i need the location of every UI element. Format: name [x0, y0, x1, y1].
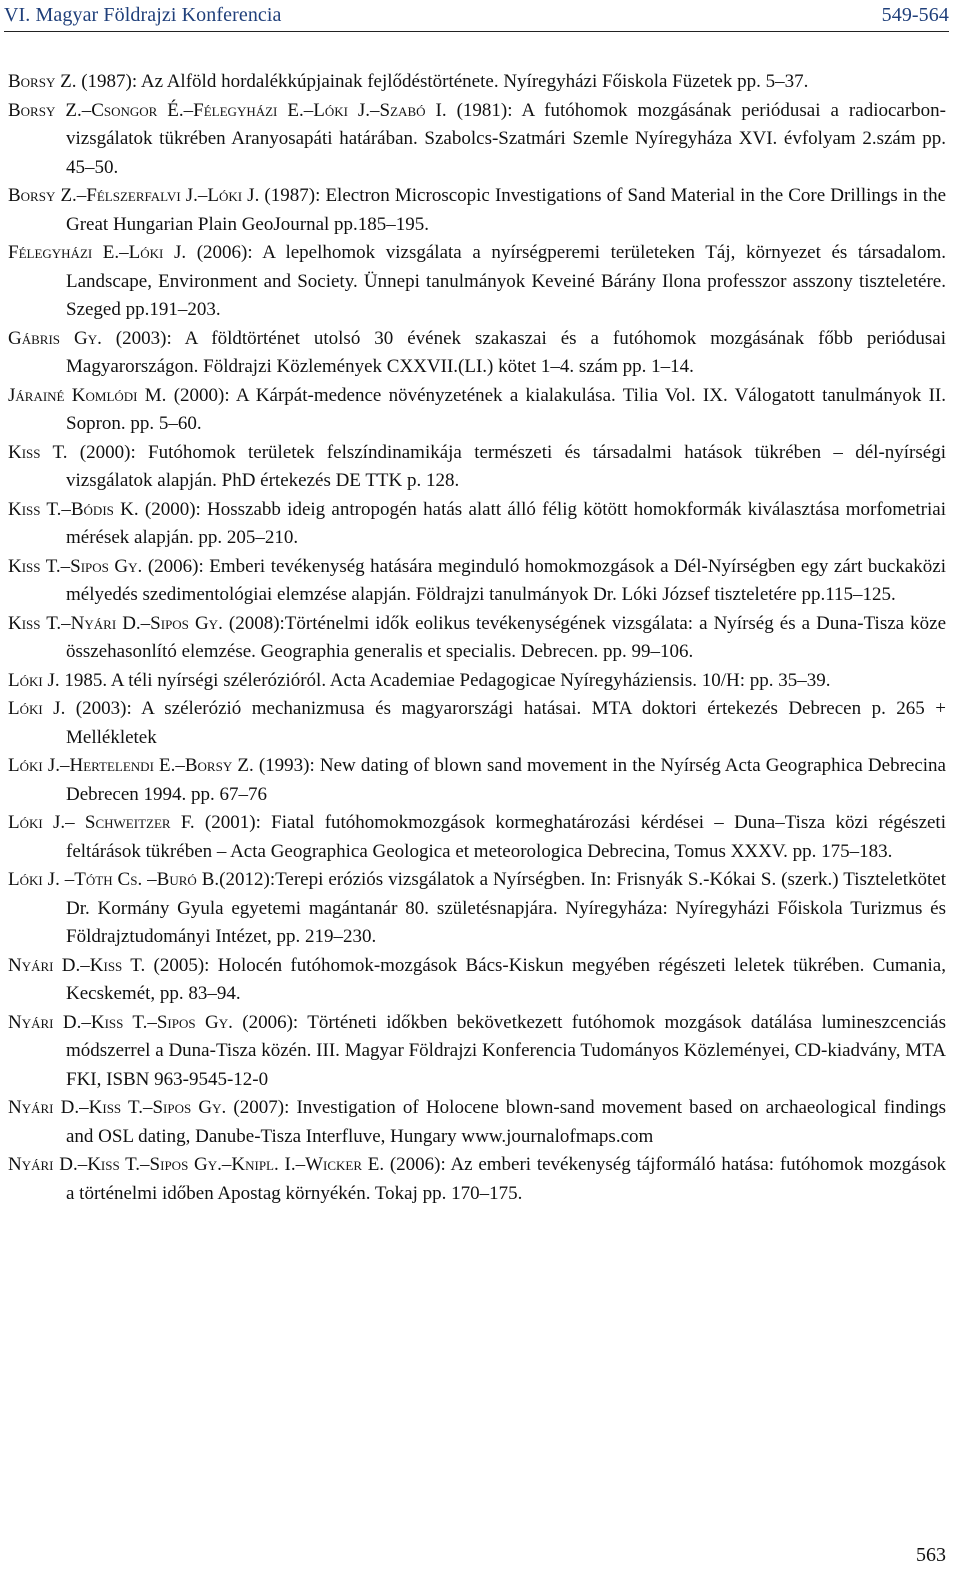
reference-text: (2008):Történelmi idők eolikus tevékenységének vizsgálata: a Nyírség és a Duna-Tisza köze összehasonlító elemzése. Geographia generalis et specialis. Debrecen. pp. 99–106.	[66, 612, 947, 662]
reference-item	[8, 97, 946, 183]
reference-authors: Járainé Komlódi M.	[8, 384, 167, 406]
reference-authors: Borsy Z.–Félszerfalvi J.–Lóki J.	[8, 185, 260, 206]
page-header	[4, 0, 949, 30]
reference-authors: Lóki J.–Hertelendi E.–Borsy Z.	[8, 755, 254, 776]
reference-text: (2006): A lepelhomok vizsgálata a nyírségperemi területeken Táj, környezet és társadalom. Landscape, Environment and Society. Ünnepi tanulmányok Keveiné Bárány Ilona professzor asszony tiszteletére. Szeged pp.191–203.	[66, 242, 946, 320]
reference-authors: Nyári D.–Kiss T.	[8, 954, 146, 976]
reference-item	[8, 752, 946, 809]
reference-authors: Kiss T.–Bódis K.	[8, 498, 139, 520]
reference-item	[8, 1151, 946, 1208]
reference-text: (2001): Fiatal futóhomokmozgások kormeghatározási kérdései – Duna–Tisza közi régészeti feltárások tükrében – Acta Geographica Geologica et meteorologica Debrecina, Tomus XXXV. pp. 175–183.	[66, 812, 946, 862]
page-number: 563	[916, 1544, 946, 1566]
reference-text: (1987): Az Alföld hordalékkúpjainak fejlődéstörténete. Nyíregyházi Főiskola Füzetek pp. 5–37.	[76, 71, 809, 92]
reference-text: 1985. A téli nyírségi szélerózióról. Acta Academiae Pedagogicae Nyíregyháziensis. 10/H: pp. 35–39.	[59, 669, 831, 691]
reference-authors: Borsy Z.	[8, 71, 77, 92]
reference-authors: Lóki J. –Tóth Cs. –Buró B.	[8, 869, 220, 890]
reference-authors: Nyári D.–Kiss T.–Sipos Gy.	[8, 1097, 227, 1118]
reference-text: (2012):Terepi eróziós vizsgálatok a Nyírségben. In: Frisnyák S.-Kókai S. (szerk.) Tiszteletkötet Dr. Kormány Gyula egyetemi magántanár 80. születésnapjára. Nyíregyháza: Nyíregyházi Főiskola Turizmus és Földrajztudományi Intézet, pp. 219–230.	[66, 869, 946, 947]
reference-text: (1987): Electron Microscopic Investigations of Sand Material in the Core Drillings in the Great Hungarian Plain GeoJournal pp.185–195.	[66, 185, 946, 235]
reference-item	[8, 496, 946, 553]
reference-text: (2007): Investigation of Holocene blown-sand movement based on archaeological findings and OSL dating, Danube-Tisza Interfluve, Hungary www.journalofmaps.com	[66, 1097, 947, 1147]
reference-text: (1981): A futóhomok mozgásának periódusai a radiocarbon-vizsgálatok tükrében Aranyosapáti határában. Szabolcs-Szatmári Szemle Nyíregyháza XVI. évfolyam 2.szám pp. 45–50.	[66, 99, 946, 178]
reference-item	[8, 610, 946, 667]
reference-text: (2006): Emberi tevékenység hatására meginduló homokmozgások a Dél-Nyírségben egy zárt buckaközi mélyedés szedimentológiai elemzése alapján. Földrajzi tanulmányok Dr. Lóki József tiszteletére pp.115–125.	[66, 555, 946, 605]
header-divider	[4, 31, 949, 32]
reference-text: (2000): Futóhomok területek felszíndinamikája természeti és társadalmi hatások tükrében – dél-nyírségi vizsgálatok alapján. PhD értekezés DE TTK p. 128.	[66, 441, 946, 491]
reference-item	[8, 68, 946, 97]
reference-item	[8, 952, 946, 1009]
reference-item	[8, 182, 946, 239]
reference-item	[8, 439, 946, 496]
reference-authors: Gábris Gy.	[8, 327, 102, 349]
reference-text: (2003): A szélerózió mechanizmusa és magyarországi hatásai. MTA doktori értekezés Debrecen p. 265 + Mellékletek	[65, 698, 946, 748]
reference-authors: Félegyházi E.–Lóki J.	[8, 242, 187, 263]
reference-text: (2006): Történeti időkben bekövetkezett futóhomok mozgások datálása lumineszcenciás módszerrel a Duna-Tisza közén. III. Magyar Földrajzi Konferencia Tudományos Közleményei, CD-kiadvány, MTA FKI, ISBN 963-9545-12-0	[66, 1011, 946, 1090]
reference-text: (2003): A földtörténet utolsó 30 évének szakaszai és a futóhomok mozgásának főbb periódusai Magyarországon. Földrajzi Közlemények CXXVII.(LI.) kötet 1–4. szám pp. 1–14.	[66, 327, 947, 377]
reference-item	[8, 553, 946, 610]
reference-authors: Borsy Z.–Csongor É.–Félegyházi E.–Lóki J.–Szabó I.	[8, 99, 447, 121]
conference-title: VI. Magyar Földrajzi Konferencia	[4, 3, 282, 26]
reference-authors: Nyári D.–Kiss T.–Sipos Gy.–Knipl. I.–Wicker E.	[8, 1154, 385, 1175]
reference-item	[8, 1094, 946, 1151]
reference-authors: Kiss T.–Sipos Gy.	[8, 555, 143, 577]
reference-text: (2000): A Kárpát-medence növényzetének a kialakulása. Tilia Vol. IX. Válogatott tanulmányok II. Sopron. pp. 5–60.	[66, 384, 946, 434]
reference-text: (2000): Hosszabb ideig antropogén hatás alatt álló félig kötött homokformák kiválasztása morfometriai mérések alapján. pp. 205–210.	[66, 498, 946, 548]
reference-authors: Kiss T.–Nyári D.–Sipos Gy.	[8, 612, 223, 634]
reference-list	[8, 68, 946, 1208]
reference-authors: Lóki J.	[8, 698, 66, 719]
reference-item	[8, 382, 946, 439]
reference-item	[8, 866, 946, 952]
reference-text: (1993): New dating of blown sand movement in the Nyírség Acta Geographica Debrecina Debrecen 1994. pp. 67–76	[66, 755, 946, 805]
reference-text: (2006): Az emberi tevékenység tájformáló hatása: futóhomok mozgások a történelmi időben Apostag környékén. Tokaj pp. 170–175.	[66, 1154, 946, 1204]
reference-text: (2005): Holocén futóhomok-mozgások Bács-Kiskun megyében régészeti leletek tükrében. Cumania, Kecskemét, pp. 83–94.	[66, 954, 946, 1004]
reference-item	[8, 809, 946, 866]
reference-authors: Lóki J.	[8, 669, 60, 691]
page-range: 549-564	[881, 3, 949, 26]
reference-authors: Lóki J.– Schweitzer F.	[8, 812, 195, 833]
reference-item	[8, 1009, 946, 1095]
reference-authors: Kiss T.	[8, 441, 68, 463]
reference-item	[8, 325, 946, 382]
reference-item	[8, 695, 946, 752]
reference-item	[8, 239, 946, 325]
reference-item	[8, 667, 946, 696]
reference-authors: Nyári D.–Kiss T.–Sipos Gy.	[8, 1011, 233, 1033]
